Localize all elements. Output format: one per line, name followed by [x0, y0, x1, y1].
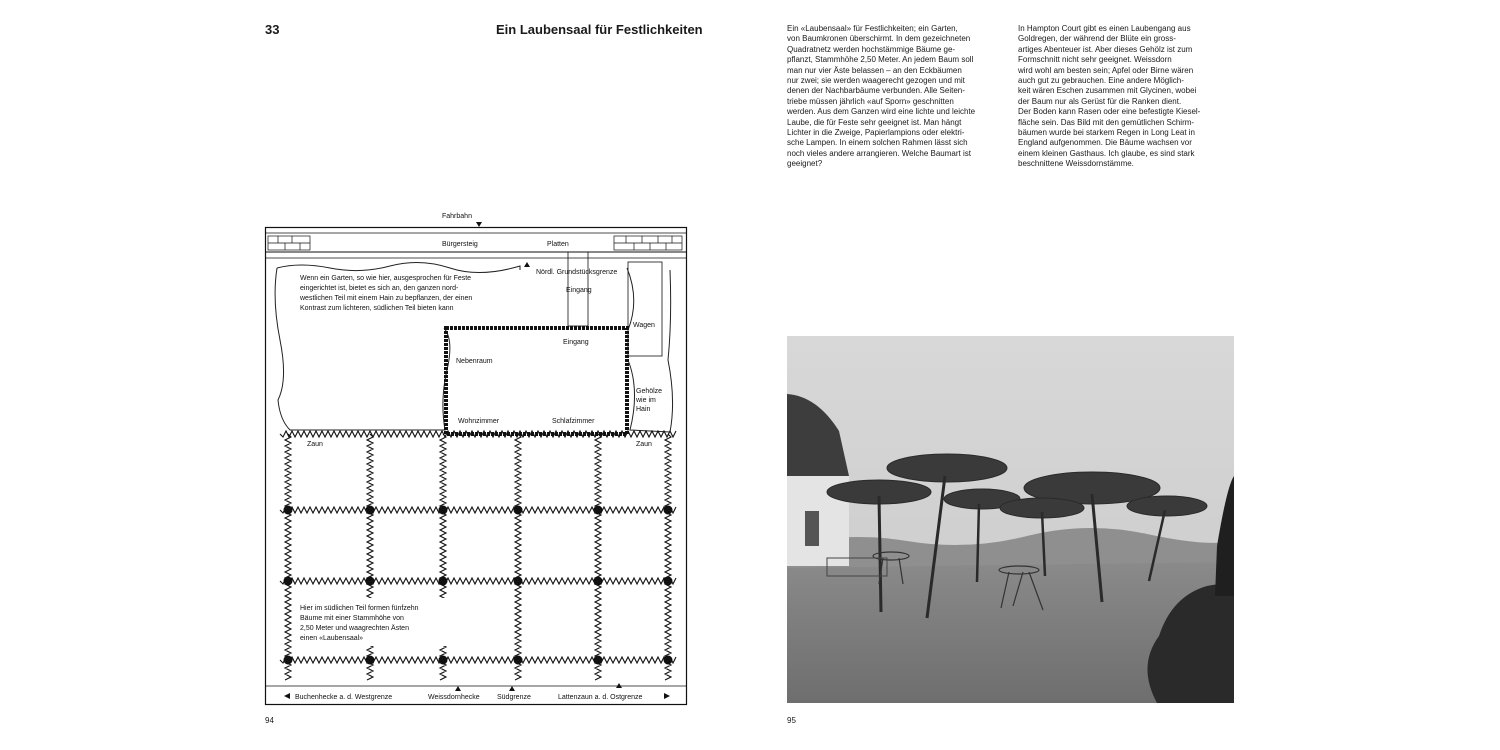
text-line: pflanzt, Stammhöhe 2,50 Meter. An jedem Baum soll	[787, 55, 974, 65]
tree-marker	[284, 656, 292, 664]
text-line: sche Lampen. In einem solchen Rahmen lässt sich	[787, 138, 968, 148]
text-line: Laube, die für Feste sehr geeignet ist. Man hängt	[787, 117, 962, 127]
hedge-row	[280, 507, 676, 513]
tree-marker	[514, 577, 522, 585]
text-line: noch vieles andere arrangieren. Welche Baumart ist	[787, 148, 971, 158]
text-line: Ein «Laubensaal» für Festlichkeiten; ein Garten,	[787, 24, 958, 33]
brick-wall-right	[614, 236, 682, 250]
plan-label-nebenraum: Nebenraum	[456, 358, 493, 365]
text-line: fläche sein. Das Bild mit den gemütlichen Schirm-	[1018, 117, 1195, 127]
plan-label-sued: Südgrenze	[497, 694, 531, 701]
photo-umbrella-trees	[787, 336, 1234, 703]
hedge-column	[665, 434, 671, 680]
text-line: von Baumkronen überschirmt. In dem gezeichneten	[787, 34, 971, 44]
tree-marker	[514, 656, 522, 664]
text-line: werden. Aus dem Ganzen wird eine lichte und leichte	[787, 107, 976, 117]
text-line: Goldregen, der während der Blüte ein gross-	[1018, 34, 1176, 44]
text-column-right	[1018, 24, 1230, 170]
tree-marker	[439, 577, 447, 585]
text-line: Quadratnetz werden hochstämmige Bäume ge-	[787, 44, 956, 54]
tree-marker	[664, 656, 672, 664]
plan-label-buergersteig: Bürgersteig	[442, 241, 478, 248]
plan-label-zaun-left: Zaun	[307, 441, 323, 448]
chapter-number: 33	[265, 22, 280, 37]
page-number-right: 95	[787, 716, 796, 725]
text-line: denen der Nachbarbäume verbunden. Alle Seiten-	[787, 86, 965, 96]
hedge-row	[280, 657, 676, 663]
tree-marker	[594, 577, 602, 585]
text-line: geeignet?	[787, 159, 823, 169]
brick-wall-left	[268, 236, 310, 250]
text-line: nur zwei; sie werden waagerecht gezogen und mit	[787, 76, 965, 86]
plan-label-wagen: Wagen	[633, 322, 655, 329]
plan-label-gehoelze: Gehölze wie im Hain	[636, 388, 663, 413]
chapter-title: Ein Laubensaal für Festlichkeiten	[496, 22, 703, 37]
plan-label-zaun-right: Zaun	[636, 441, 652, 448]
road-arrow-icon	[476, 222, 482, 227]
tree-marker	[514, 506, 522, 514]
tree-marker	[594, 656, 602, 664]
plan-label-eingang-house: Eingang	[563, 339, 589, 346]
plan-label-platten: Platten	[547, 241, 569, 248]
hedge-column	[285, 434, 291, 680]
plan-label-grenze: Nördl. Grundstücksgrenze	[536, 269, 618, 276]
tree-marker	[366, 656, 374, 664]
plan-label-fahrbahn: Fahrbahn	[442, 213, 472, 220]
page-number-left: 94	[265, 716, 274, 725]
text-line: der Baum nur als Gerüst für die Ranken dient.	[1018, 96, 1182, 106]
text-line: einem kleinen Gasthaus. Ich glaube, es sind stark	[1018, 148, 1195, 158]
text-line: beschnittene Weissdornstämme.	[1018, 159, 1134, 169]
boundary-arrow-icon	[524, 262, 530, 267]
arrow-up-icon	[616, 683, 622, 688]
tree-marker	[284, 577, 292, 585]
text-line: England aufgenommen. Die Bäume wachsen vor	[1018, 138, 1192, 148]
text-line: In Hampton Court gibt es einen Laubengang aus	[1018, 24, 1191, 33]
plan-note-north: Wenn ein Garten, so wie hier, ausgesprochen für Feste eingerichtet ist, bietet es sich an, den ganzen nord- westlichen Teil mit einem Hain zu bepflanzen, der einen Kontrast zum lichteren, südlichen Teil bieten kann	[300, 275, 473, 312]
text-line: keit wären Eschen zusammen mit Glycinen, wobei	[1018, 86, 1197, 96]
hedge-row	[280, 578, 676, 584]
plan-label-weissdorn: Weissdornhecke	[428, 694, 480, 701]
tree-marker	[439, 506, 447, 514]
plan-label-ost: Lattenzaun a. d. Ostgrenze	[558, 694, 643, 701]
text-line: bäumen wurde bei starkem Regen in Long Leat in	[1018, 128, 1195, 138]
text-line: Der Boden kann Rasen oder eine befestigte Kiesel-	[1018, 107, 1201, 117]
arrow-up-icon	[509, 686, 515, 691]
tree-marker	[366, 577, 374, 585]
plan-label-eingang-top: Eingang	[566, 287, 592, 294]
text-line: triebe müssen jährlich «auf Sporn» geschnitten	[787, 96, 954, 106]
plan-label-west: Buchenhecke a. d. Westgrenze	[295, 694, 393, 701]
arrow-right-icon	[664, 693, 670, 699]
tree-marker	[366, 506, 374, 514]
tree-marker	[284, 506, 292, 514]
arrow-left-icon	[284, 693, 290, 699]
text-line: auch gut zu gebrauchen. Eine andere Möglich-	[1018, 76, 1184, 86]
tree-marker	[664, 577, 672, 585]
text-line: artiges Abenteuer ist. Aber dieses Gehölz ist zum	[1018, 44, 1193, 54]
tree-marker	[594, 506, 602, 514]
plan-label-schlafzimmer: Schlafzimmer	[552, 418, 595, 425]
text-line: man nur vier Äste belassen – an den Eckbäumen	[787, 65, 962, 75]
arrow-up-icon	[455, 686, 461, 691]
text-line: Lichter in die Zweige, Papierlampions oder elektri-	[787, 128, 965, 138]
hedge-column	[515, 434, 521, 680]
tree-marker	[439, 656, 447, 664]
hedge-column	[595, 434, 601, 680]
garden-plan	[262, 208, 690, 708]
tree-marker	[664, 506, 672, 514]
plan-label-wohnzimmer: Wohnzimmer	[458, 418, 500, 425]
text-line: Formschnitt nicht sehr geeignet. Weissdorn	[1018, 55, 1172, 65]
text-line: wird wohl am besten sein; Apfel oder Birne wären	[1018, 65, 1194, 75]
text-column-left	[787, 24, 999, 170]
plan-note-south: Hier im südlichen Teil formen fünfzehn Bäume mit einer Stammhöhe von 2,50 Meter und waagrechten Ästen einen «Laubensaal»	[300, 605, 419, 642]
